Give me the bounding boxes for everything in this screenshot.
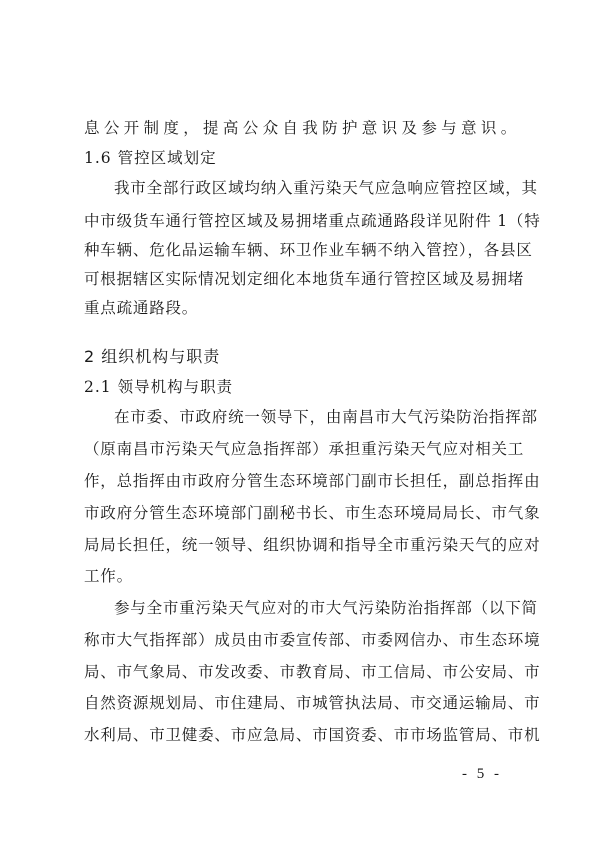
section-heading-2-1: 2.1 领导机构与职责	[84, 378, 234, 396]
text-line: 种车辆、危化品运输车辆、环卫作业车辆不纳入管控），各县区	[84, 241, 533, 259]
text-line: 称市大气指挥部）成员由市委宣传部、市委网信办、市生态环境	[84, 631, 541, 649]
text-line: 在市委、市政府统一领导下，由南昌市大气污染防治指挥部	[114, 408, 538, 426]
text-line: 自然资源规划局、市住建局、市城管执法局、市交通运输局、市	[84, 694, 541, 712]
text-line: 局、市气象局、市发改委、市教育局、市工信局、市公安局、市	[84, 663, 541, 681]
page-number: - 5 -	[462, 766, 502, 782]
text-line: 工作。	[84, 567, 133, 585]
text-line: 市政府分管生态环境部门副秘书长、市生态环境局局长、市气象	[84, 504, 541, 522]
text-line: 重点疏通路段。	[84, 299, 199, 317]
text-line: 局局长担任，统一领导、组织协调和指导全市重污染天气的应对	[84, 536, 541, 554]
text-line: （原南昌市污染天气应急指挥部）承担重污染天气应对相关工	[84, 440, 525, 458]
section-heading-1-6: 1.6 管控区域划定	[84, 149, 217, 167]
text-line: 参与全市重污染天气应对的市大气污染防治指挥部（以下简	[114, 599, 538, 617]
text-line: 作，总指挥由市政府分管生态环境部门副市长担任，副总指挥由	[84, 472, 541, 490]
text-line: 息公开制度，提高公众自我防护意识及参与意识。	[84, 119, 517, 137]
text-line: 中市级货车通行管控区域及易拥堵重点疏通路段详见附件 1（特	[84, 212, 541, 230]
section-heading-2: 2 组织机构与职责	[84, 347, 221, 366]
text-line: 可根据辖区实际情况划定细化本地货车通行管控区域及易拥堵	[84, 270, 525, 288]
text-line: 水利局、市卫健委、市应急局、市国资委、市市场监管局、市机	[84, 726, 541, 744]
text-line: 我市全部行政区域均纳入重污染天气应急响应管控区域，其	[114, 179, 538, 197]
